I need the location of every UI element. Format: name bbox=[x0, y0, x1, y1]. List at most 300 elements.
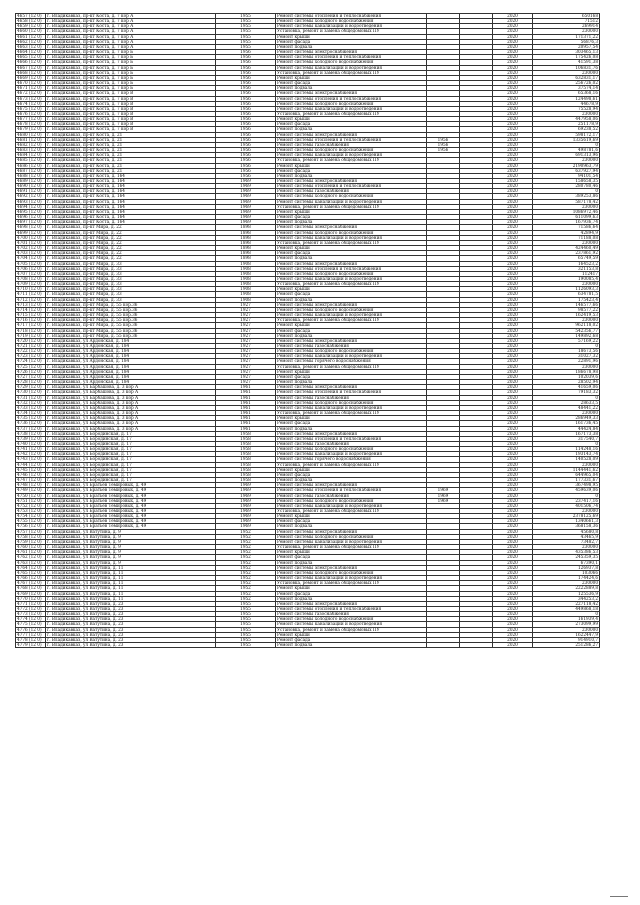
table-row bbox=[16, 271, 600, 276]
cell-plan: 2020 bbox=[493, 483, 533, 488]
cell-year: 1952 bbox=[216, 529, 276, 534]
table-row bbox=[16, 606, 600, 611]
cell-year2: 1969 bbox=[427, 488, 460, 493]
cell-plan: 2020 bbox=[493, 452, 533, 457]
cell-plan: 2020 bbox=[493, 498, 533, 503]
cell-address: г. Владикавказ, ул Барбашова, д. 3 кор А bbox=[46, 400, 216, 405]
table-row bbox=[16, 596, 600, 601]
cell-work: Ремонт системы канализации и водоотведения bbox=[276, 235, 427, 240]
table-row bbox=[16, 591, 600, 596]
cell-num: 4703 (12 0) bbox=[16, 251, 46, 256]
cell-num: 4665 (12 0) bbox=[16, 55, 46, 60]
cell-num: 4770 (12 0) bbox=[16, 596, 46, 601]
cell-num: 4675 (12 0) bbox=[16, 106, 46, 111]
cell-work: Ремонт системы электроснабжения bbox=[276, 529, 427, 534]
cell-cost: 632831,17 bbox=[533, 75, 600, 80]
cell-num: 4779 (12 0) bbox=[16, 643, 46, 648]
cell-work: Ремонт системы холодного водоснабжения bbox=[276, 447, 427, 452]
cell-work: Ремонт фасада bbox=[276, 328, 427, 333]
cell-address: г. Владикавказ, пр-кт Мира, д. 55 кор.36 bbox=[46, 313, 216, 318]
cell-address: г. Владикавказ, ул Барбашова, д. 3 кор А bbox=[46, 426, 216, 431]
cell-address: г. Владикавказ, ул Ватутина, д. 11 bbox=[46, 586, 216, 591]
cell-work: Ремонт системы холодного водоснабжения bbox=[276, 194, 427, 199]
cell-num: 4714 (12 0) bbox=[16, 307, 46, 312]
cell-plan: 2020 bbox=[493, 426, 533, 431]
cell-plan: 2020 bbox=[493, 416, 533, 421]
cell-num: 4744 (12 0) bbox=[16, 462, 46, 467]
cell-address: г. Владикавказ, пр-кт Коста, д. 164 bbox=[46, 199, 216, 204]
cell-cost: 193143,74 bbox=[533, 452, 600, 457]
cell-cost: 22891,96 bbox=[533, 359, 600, 364]
cell-plan: 2020 bbox=[493, 34, 533, 39]
cell-cost: 230000 bbox=[533, 158, 600, 163]
cell-plan: 2020 bbox=[493, 24, 533, 29]
cell-cost: 175423,4 bbox=[533, 297, 600, 302]
cell-plan: 2020 bbox=[493, 411, 533, 416]
cell-cost: 0 bbox=[533, 395, 600, 400]
cell-work: Ремонт фасада bbox=[276, 168, 427, 173]
cell-address: г. Владикавказ, ул Бородинская, д. 17 bbox=[46, 478, 216, 483]
cell-address: г. Владикавказ, пр-кт Коста, д. 7 кор Б bbox=[46, 70, 216, 75]
cell-address: г. Владикавказ, пр-кт Коста, д. 21 bbox=[46, 163, 216, 168]
cell-plan: 2020 bbox=[493, 240, 533, 245]
cell-cost: 317540,7 bbox=[533, 436, 600, 441]
cell-cost: 190085,4 bbox=[533, 276, 600, 281]
cell-plan: 2020 bbox=[493, 369, 533, 374]
cell-num: 4686 (12 0) bbox=[16, 163, 46, 168]
cell-cost: 161736,45 bbox=[533, 421, 600, 426]
cell-num: 4676 (12 0) bbox=[16, 111, 46, 116]
cell-work: Ремонт крыши bbox=[276, 34, 427, 39]
cell-cost: 0 bbox=[533, 612, 600, 617]
cell-address: г. Владикавказ, ул Ватутина, д. 11 bbox=[46, 596, 216, 601]
table-row bbox=[16, 96, 600, 101]
cell-work: Ремонт фасада bbox=[276, 81, 427, 86]
cell-year: 1969 bbox=[216, 483, 276, 488]
cell-plan: 2020 bbox=[493, 467, 533, 472]
cell-year: 1956 bbox=[216, 111, 276, 116]
cell-plan: 2020 bbox=[493, 333, 533, 338]
cell-cost: 256726,02 bbox=[533, 81, 600, 86]
cell-year: 1969 bbox=[216, 209, 276, 214]
cell-work: Ремонт системы электроснабжения bbox=[276, 483, 427, 488]
cell-num: 4668 (12 0) bbox=[16, 70, 46, 75]
cell-plan: 2020 bbox=[493, 586, 533, 591]
cell-address: г. Владикавказ, пр-кт Мира, д. 55 кор.36 bbox=[46, 318, 216, 323]
cell-address: г. Владикавказ, ул Барбашова, д. 3 кор А bbox=[46, 395, 216, 400]
table-row bbox=[16, 519, 600, 524]
cell-num: 4659 (12 0) bbox=[16, 24, 46, 29]
table-row bbox=[16, 570, 600, 575]
cell-address: г. Владикавказ, пр-кт Коста, д. 7 кор В bbox=[46, 106, 216, 111]
cell-num: 4693 (12 0) bbox=[16, 199, 46, 204]
table-row bbox=[16, 524, 600, 529]
cell-plan: 2020 bbox=[493, 390, 533, 395]
cell-num: 4773 (12 0) bbox=[16, 612, 46, 617]
cell-cost: 44424,84 bbox=[533, 426, 600, 431]
cell-num: 4662 (12 0) bbox=[16, 39, 46, 44]
cell-work: Ремонт системы горячего водоснабжения bbox=[276, 457, 427, 462]
cell-cost: 158658,35 bbox=[533, 179, 600, 184]
cell-plan: 2020 bbox=[493, 576, 533, 581]
cell-year: 1956 bbox=[216, 96, 276, 101]
cell-cost: 230000 bbox=[533, 627, 600, 632]
cell-plan: 2020 bbox=[493, 354, 533, 359]
cell-num: 4756 (12 0) bbox=[16, 524, 46, 529]
table-row bbox=[16, 405, 600, 410]
table-row bbox=[16, 452, 600, 457]
table-row bbox=[16, 287, 600, 292]
table-row bbox=[16, 81, 600, 86]
cell-work: Ремонт подвала bbox=[276, 478, 427, 483]
cell-year: 1956 bbox=[216, 60, 276, 65]
cell-address: г. Владикавказ, ул Ардонская, д. 184 bbox=[46, 359, 216, 364]
cell-year: 1956 bbox=[216, 137, 276, 142]
cell-address: г. Владикавказ, ул Барбашова, д. 3 кор А bbox=[46, 411, 216, 416]
cell-cost: 57169,22 bbox=[533, 338, 600, 343]
table-row bbox=[16, 302, 600, 307]
cell-work: Ремонт подвала bbox=[276, 524, 427, 529]
cell-work: Ремонт системы электроснабжения bbox=[276, 261, 427, 266]
cell-year: 1952 bbox=[216, 545, 276, 550]
cell-year: 1927 bbox=[216, 359, 276, 364]
cell-cost: 71512 bbox=[533, 19, 600, 24]
cell-address: г. Владикавказ, пр-кт Мира, д. 22 bbox=[46, 251, 216, 256]
cell-work: Ремонт подвала bbox=[276, 426, 427, 431]
cell-plan: 2020 bbox=[493, 627, 533, 632]
cell-num: 4708 (12 0) bbox=[16, 276, 46, 281]
cell-work: Ремонт системы газоснабжения bbox=[276, 612, 427, 617]
table-row bbox=[16, 106, 600, 111]
cell-work: Установка, ремонт и замена общедомовых ПУ bbox=[276, 364, 427, 369]
cell-cost: 45680,8 bbox=[533, 529, 600, 534]
cell-address: г. Владикавказ, ул Бородинская, д. 17 bbox=[46, 431, 216, 436]
cell-year: 1955 bbox=[216, 14, 276, 19]
cell-address: г. Владикавказ, пр-кт Коста, д. 7 кор В bbox=[46, 127, 216, 132]
cell-plan: 2020 bbox=[493, 215, 533, 220]
cell-num: 4735 (12 0) bbox=[16, 416, 46, 421]
table-row bbox=[16, 529, 600, 534]
cell-cost: 146577,66 bbox=[533, 302, 600, 307]
cell-work: Ремонт крыши bbox=[276, 287, 427, 292]
cell-cost: 230000 bbox=[533, 70, 600, 75]
cell-address: г. Владикавказ, пр-кт Мира, д. 22 bbox=[46, 235, 216, 240]
cell-address: г. Владикавказ, ул Ватутина, д. 9 bbox=[46, 529, 216, 534]
cell-cost: 177331,67 bbox=[533, 478, 600, 483]
cell-year: 1955 bbox=[216, 44, 276, 49]
cell-address: г. Владикавказ, пр-кт Мира, д. 55 кор.36 bbox=[46, 307, 216, 312]
cell-num: 4736 (12 0) bbox=[16, 421, 46, 426]
cell-year: 1956 bbox=[216, 65, 276, 70]
cell-cost: 75528,94 bbox=[533, 106, 600, 111]
cell-num: 4771 (12 0) bbox=[16, 601, 46, 606]
cell-year: 1969 bbox=[216, 524, 276, 529]
cell-cost: 230000 bbox=[533, 318, 600, 323]
cell-year: 1927 bbox=[216, 349, 276, 354]
cell-plan: 2020 bbox=[493, 457, 533, 462]
cell-address: г. Владикавказ, пр-кт Коста, д. 7 кор Б bbox=[46, 65, 216, 70]
cell-year: 1927 bbox=[216, 369, 276, 374]
cell-year: 1969 bbox=[216, 503, 276, 508]
cell-plan: 2020 bbox=[493, 266, 533, 271]
cell-address: г. Владикавказ, пр-кт Коста, д. 7 кор А bbox=[46, 34, 216, 39]
cell-num: 4775 (12 0) bbox=[16, 622, 46, 627]
cell-year: 1927 bbox=[216, 323, 276, 328]
cell-cost: 94101,54 bbox=[533, 173, 600, 178]
cell-cost: 611099,63 bbox=[533, 215, 600, 220]
cell-cost: 230000 bbox=[533, 462, 600, 467]
cell-cost: 1622447,9 bbox=[533, 632, 600, 637]
cell-work: Ремонт крыши bbox=[276, 75, 427, 80]
cell-address: г. Владикавказ, ул Ватутина, д. 23 bbox=[46, 622, 216, 627]
cell-num: 4688 (12 0) bbox=[16, 173, 46, 178]
table-row bbox=[16, 297, 600, 302]
cell-address: г. Владикавказ, пр-кт Мира, д. 22 bbox=[46, 240, 216, 245]
cell-address: г. Владикавказ, ул Бородинская, д. 17 bbox=[46, 472, 216, 477]
cell-address: г. Владикавказ, пр-кт Коста, д. 7 кор Б bbox=[46, 60, 216, 65]
cell-num: 4778 (12 0) bbox=[16, 637, 46, 642]
cell-work: Ремонт системы газоснабжения bbox=[276, 493, 427, 498]
table-row bbox=[16, 256, 600, 261]
cell-plan: 2020 bbox=[493, 441, 533, 446]
cell-plan: 2020 bbox=[493, 276, 533, 281]
cell-num: 4765 (12 0) bbox=[16, 570, 46, 575]
cell-address: г. Владикавказ, ул Бородинская, д. 17 bbox=[46, 447, 216, 452]
table-row bbox=[16, 612, 600, 617]
table-row bbox=[16, 235, 600, 240]
cell-address: г. Владикавказ, пр-кт Мира, д. 22 bbox=[46, 230, 216, 235]
table-row bbox=[16, 313, 600, 318]
table-row bbox=[16, 246, 600, 251]
table-row bbox=[16, 220, 600, 225]
cell-plan: 2020 bbox=[493, 137, 533, 142]
cell-cost: 103066 bbox=[533, 570, 600, 575]
cell-year: 1961 bbox=[216, 426, 276, 431]
cell-year: 1952 bbox=[216, 565, 276, 570]
cell-work: Ремонт системы канализации и водоотведения bbox=[276, 576, 427, 581]
cell-cost: 167936,74 bbox=[533, 220, 600, 225]
cell-num: 4730 (12 0) bbox=[16, 390, 46, 395]
cell-cost: 0 bbox=[533, 189, 600, 194]
cell-plan: 2020 bbox=[493, 545, 533, 550]
table-row bbox=[16, 632, 600, 637]
cell-cost: 1126093,3 bbox=[533, 287, 600, 292]
cell-num: 4749 (12 0) bbox=[16, 488, 46, 493]
cell-cost: 251286,27 bbox=[533, 643, 600, 648]
cell-address: г. Владикавказ, пр-кт Коста, д. 21 bbox=[46, 148, 216, 153]
cell-num: 4666 (12 0) bbox=[16, 60, 46, 65]
cell-cost: 237861,92 bbox=[533, 251, 600, 256]
cell-num: 4700 (12 0) bbox=[16, 235, 46, 240]
cell-address: г. Владикавказ, пр-кт Коста, д. 7 кор Б bbox=[46, 50, 216, 55]
cell-work: Ремонт системы канализации и водоотведения bbox=[276, 622, 427, 627]
cell-address: г. Владикавказ, пр-кт Коста, д. 164 bbox=[46, 215, 216, 220]
cell-address: г. Владикавказ, пр-кт Коста, д. 21 bbox=[46, 158, 216, 163]
cell-plan: 2020 bbox=[493, 256, 533, 261]
table-row bbox=[16, 91, 600, 96]
table-row bbox=[16, 215, 600, 220]
cell-work: Ремонт системы холодного водоснабжения bbox=[276, 60, 427, 65]
cell-year: 1969 bbox=[216, 204, 276, 209]
cell-year: 1898 bbox=[216, 225, 276, 230]
cell-year: 1908 bbox=[216, 266, 276, 271]
cell-num: 4731 (12 0) bbox=[16, 395, 46, 400]
cell-plan: 2020 bbox=[493, 65, 533, 70]
table-row bbox=[16, 359, 600, 364]
cell-num: 4657 (12 0) bbox=[16, 14, 46, 19]
cell-plan: 2020 bbox=[493, 122, 533, 127]
cell-address: г. Владикавказ, ул Братьев Темировых, д. 49 bbox=[46, 519, 216, 524]
cell-work: Ремонт крыши bbox=[276, 369, 427, 374]
cell-plan: 2020 bbox=[493, 91, 533, 96]
cell-num: 4690 (12 0) bbox=[16, 184, 46, 189]
cell-cost: 447958,06 bbox=[533, 117, 600, 122]
cell-year: 1908 bbox=[216, 261, 276, 266]
cell-plan: 2020 bbox=[493, 39, 533, 44]
table-row bbox=[16, 261, 600, 266]
cell-num: 4711 (12 0) bbox=[16, 292, 46, 297]
cell-address: г. Владикавказ, пр-кт Коста, д. 7 кор В bbox=[46, 122, 216, 127]
cell-num: 4746 (12 0) bbox=[16, 472, 46, 477]
table-row bbox=[16, 19, 600, 24]
cell-cost: 149892,68 bbox=[533, 333, 600, 338]
cell-plan: 2020 bbox=[493, 565, 533, 570]
table-row bbox=[16, 55, 600, 60]
cell-work: Ремонт системы газоснабжения bbox=[276, 189, 427, 194]
cell-year: 1952 bbox=[216, 586, 276, 591]
cell-year: 1955 bbox=[216, 632, 276, 637]
cell-address: г. Владикавказ, ул Ардонская, д. 184 bbox=[46, 354, 216, 359]
cell-plan: 2020 bbox=[493, 555, 533, 560]
cell-year: 1958 bbox=[216, 447, 276, 452]
cell-cost: 286949,33 bbox=[533, 416, 600, 421]
cell-work: Ремонт системы канализации и водоотведения bbox=[276, 153, 427, 158]
table-row bbox=[16, 194, 600, 199]
table-row bbox=[16, 111, 600, 116]
table-row bbox=[16, 622, 600, 627]
cell-num: 4707 (12 0) bbox=[16, 271, 46, 276]
cell-plan: 2020 bbox=[493, 514, 533, 519]
table-row bbox=[16, 60, 600, 65]
cell-num: 4772 (12 0) bbox=[16, 606, 46, 611]
cell-cost: 56876,3 bbox=[533, 39, 600, 44]
cell-cost: 435386,53 bbox=[533, 550, 600, 555]
cell-plan: 2020 bbox=[493, 261, 533, 266]
cell-year: 1898 bbox=[216, 240, 276, 245]
cell-cost: 230000 bbox=[533, 364, 600, 369]
table-row bbox=[16, 50, 600, 55]
cell-address: г. Владикавказ, ул Бородинская, д. 17 bbox=[46, 467, 216, 472]
cell-cost: 175426,08 bbox=[533, 55, 600, 60]
cell-plan: 2020 bbox=[493, 297, 533, 302]
cell-num: 4658 (12 0) bbox=[16, 19, 46, 24]
cell-cost: 424460,49 bbox=[533, 246, 600, 251]
table-row bbox=[16, 539, 600, 544]
cell-cost: 245359,35 bbox=[533, 555, 600, 560]
cell-year: 1961 bbox=[216, 416, 276, 421]
cell-work: Ремонт системы канализации и водоотведения bbox=[276, 354, 427, 359]
cell-year2: 1956 bbox=[427, 137, 460, 142]
cell-num: 4684 (12 0) bbox=[16, 153, 46, 158]
cell-plan: 2020 bbox=[493, 323, 533, 328]
cell-address: г. Владикавказ, пр-кт Коста, д. 7 кор А bbox=[46, 14, 216, 19]
cell-work: Ремонт системы электроснабжения bbox=[276, 132, 427, 137]
cell-year: 1969 bbox=[216, 220, 276, 225]
cell-cost: 42894,9 bbox=[533, 230, 600, 235]
cell-work: Ремонт системы канализации и водоотведения bbox=[276, 313, 427, 318]
cell-work: Установка, ремонт и замена общедомовых ПУ bbox=[276, 158, 427, 163]
cell-address: г. Владикавказ, ул Ватутина, д. 23 bbox=[46, 632, 216, 637]
cell-cost: 1086972,46 bbox=[533, 209, 600, 214]
table-row bbox=[16, 431, 600, 436]
cell-plan: 2020 bbox=[493, 380, 533, 385]
cell-plan: 2020 bbox=[493, 503, 533, 508]
cell-plan: 2020 bbox=[493, 302, 533, 307]
table-row bbox=[16, 576, 600, 581]
table-row bbox=[16, 344, 600, 349]
cell-year: 1961 bbox=[216, 421, 276, 426]
cell-address: г. Владикавказ, пр-кт Коста, д. 7 кор А bbox=[46, 39, 216, 44]
cell-plan: 2020 bbox=[493, 158, 533, 163]
cell-plan: 2020 bbox=[493, 251, 533, 256]
cell-work: Ремонт крыши bbox=[276, 209, 427, 214]
cell-address: г. Владикавказ, пр-кт Коста, д. 164 bbox=[46, 194, 216, 199]
cell-address: г. Владикавказ, пр-кт Мира, д. 22 bbox=[46, 256, 216, 261]
cell-address: г. Владикавказ, пр-кт Мира, д. 33 bbox=[46, 271, 216, 276]
cell-plan: 2020 bbox=[493, 431, 533, 436]
cell-address: г. Владикавказ, ул Братьев Темировых, д. 49 bbox=[46, 503, 216, 508]
cell-year: 1955 bbox=[216, 606, 276, 611]
cell-work: Ремонт крыши bbox=[276, 117, 427, 122]
cell-address: г. Владикавказ, ул Ардонская, д. 184 bbox=[46, 374, 216, 379]
cell-year: 1955 bbox=[216, 34, 276, 39]
table-row bbox=[16, 390, 600, 395]
cell-work: Ремонт фасада bbox=[276, 472, 427, 477]
cell-empty bbox=[460, 643, 493, 648]
cell-num: 4777 (12 0) bbox=[16, 632, 46, 637]
cell-year: 1927 bbox=[216, 374, 276, 379]
table-row bbox=[16, 65, 600, 70]
table-row bbox=[16, 230, 600, 235]
table-row bbox=[16, 483, 600, 488]
cell-num: 4698 (12 0) bbox=[16, 225, 46, 230]
cell-plan: 2020 bbox=[493, 539, 533, 544]
cell-year: 1952 bbox=[216, 534, 276, 539]
cell-num: 4743 (12 0) bbox=[16, 457, 46, 462]
cell-num: 4774 (12 0) bbox=[16, 617, 46, 622]
cell-num: 4717 (12 0) bbox=[16, 323, 46, 328]
cell-work: Установка, ремонт и замена общедомовых ПУ bbox=[276, 509, 427, 514]
cell-address: г. Владикавказ, ул Ардонская, д. 184 bbox=[46, 349, 216, 354]
cell-cost: 2378125,69 bbox=[533, 514, 600, 519]
cell-plan: 2020 bbox=[493, 55, 533, 60]
cell-work: Ремонт системы канализации и водоотведения bbox=[276, 65, 427, 70]
cell-work: Ремонт крыши bbox=[276, 632, 427, 637]
cell-cost: 43465,9 bbox=[533, 534, 600, 539]
cell-plan: 2020 bbox=[493, 529, 533, 534]
cell-plan: 2020 bbox=[493, 519, 533, 524]
cell-year: 1955 bbox=[216, 601, 276, 606]
cell-year: 1908 bbox=[216, 287, 276, 292]
table-row bbox=[16, 14, 600, 19]
cell-cost: 368158,36 bbox=[533, 524, 600, 529]
cell-num: 4761 (12 0) bbox=[16, 550, 46, 555]
cell-cost: 114248,16 bbox=[533, 447, 600, 452]
cell-year: 1969 bbox=[216, 179, 276, 184]
cell-num: 4738 (12 0) bbox=[16, 431, 46, 436]
cell-work: Ремонт фасада bbox=[276, 519, 427, 524]
cell-num: 4702 (12 0) bbox=[16, 246, 46, 251]
